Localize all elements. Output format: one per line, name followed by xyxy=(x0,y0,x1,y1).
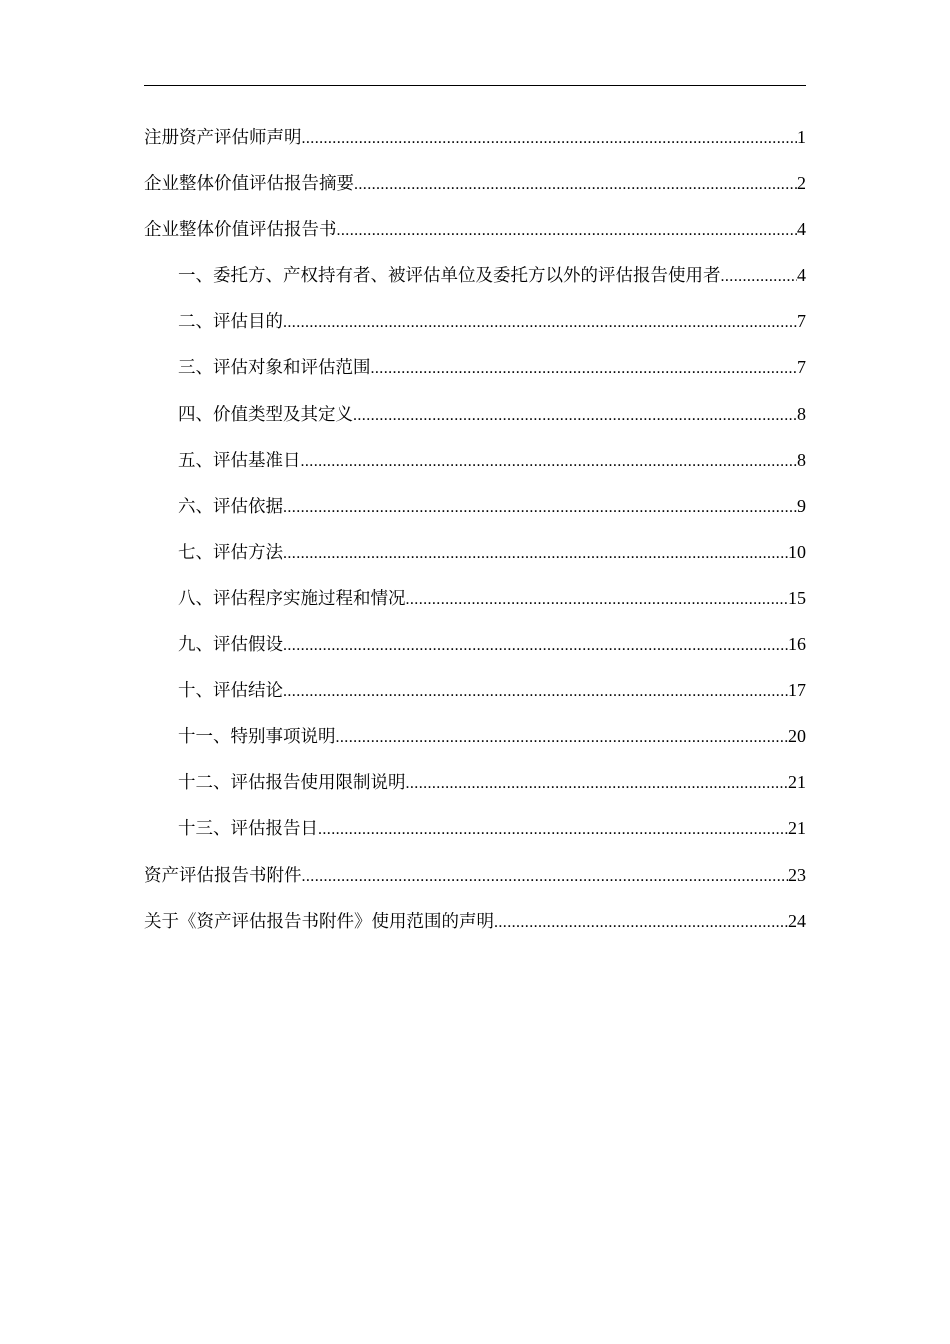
toc-entry-page: 9 xyxy=(797,495,806,516)
toc-entry-section-6[interactable] xyxy=(144,483,806,529)
toc-entry-page: 21 xyxy=(788,818,806,839)
toc-dot-leader xyxy=(318,807,788,851)
toc-dot-leader xyxy=(283,669,788,713)
toc-entry-title: 七、评估方法 xyxy=(178,542,283,563)
toc-dot-leader xyxy=(406,761,789,805)
toc-entry-title: 注册资产评估师声明 xyxy=(144,128,302,148)
toc-entry-title: 六、评估依据 xyxy=(178,496,283,517)
toc-entry-section-5[interactable] xyxy=(144,437,806,483)
toc-dot-leader xyxy=(371,346,798,390)
toc-dot-leader xyxy=(283,623,788,667)
toc-entry-page: 1 xyxy=(797,127,806,147)
toc-entry-title: 二、评估目的 xyxy=(178,312,283,333)
toc-entry-page: 7 xyxy=(797,357,806,378)
toc-entry-title: 资产评估报告书附件 xyxy=(144,865,302,886)
toc-entry-section-2[interactable] xyxy=(144,298,806,344)
toc-entry-page: 4 xyxy=(797,265,806,286)
toc-entry-page: 21 xyxy=(788,772,806,793)
toc-dot-leader xyxy=(302,116,798,160)
toc-dot-leader xyxy=(354,162,797,206)
toc-entry-statement[interactable] xyxy=(144,114,806,160)
toc-entry-page: 10 xyxy=(788,541,806,562)
toc-entry-summary[interactable] xyxy=(144,160,806,206)
toc-entry-section-1[interactable] xyxy=(144,252,806,298)
toc-entry-title: 五、评估基准日 xyxy=(178,450,301,471)
toc-entry-page: 8 xyxy=(797,449,806,470)
toc-entry-title: 十二、评估报告使用限制说明 xyxy=(178,773,406,794)
toc-entry-section-11[interactable] xyxy=(144,713,806,759)
toc-dot-leader xyxy=(302,854,789,898)
toc-entry-title: 三、评估对象和评估范围 xyxy=(178,358,371,379)
header-rule xyxy=(144,85,806,86)
toc-entry-page: 16 xyxy=(788,634,806,655)
toc-entry-page: 17 xyxy=(788,680,806,701)
toc-entry-title: 十一、特别事项说明 xyxy=(178,727,336,748)
toc-entry-section-13[interactable] xyxy=(144,805,806,851)
toc-dot-leader xyxy=(406,577,789,621)
toc-entry-title: 九、评估假设 xyxy=(178,635,283,656)
toc-entry-title: 企业整体价值评估报告摘要 xyxy=(144,174,354,195)
toc-entry-title: 十、评估结论 xyxy=(178,681,283,702)
toc-entry-title: 八、评估程序实施过程和情况 xyxy=(178,588,406,609)
toc-entry-section-3[interactable] xyxy=(144,344,806,390)
toc-entry-section-9[interactable] xyxy=(144,621,806,667)
toc-entry-page: 24 xyxy=(788,910,806,931)
toc-entry-page: 20 xyxy=(788,726,806,747)
toc-entry-section-8[interactable] xyxy=(144,575,806,621)
toc-entry-report[interactable] xyxy=(144,206,806,252)
toc-entry-section-7[interactable] xyxy=(144,529,806,575)
toc-entry-title: 企业整体价值评估报告书 xyxy=(144,220,337,241)
toc-entry-page: 8 xyxy=(797,403,806,424)
toc-dot-leader xyxy=(283,300,797,344)
toc-dot-leader xyxy=(721,254,798,298)
toc-entry-title: 关于《资产评估报告书附件》使用范围的声明 xyxy=(144,911,494,932)
toc-entry-attachments-scope[interactable] xyxy=(144,898,806,944)
toc-entry-page: 7 xyxy=(797,311,806,332)
toc-dot-leader xyxy=(353,393,797,437)
toc-dot-leader xyxy=(336,715,789,759)
toc-entry-section-4[interactable] xyxy=(144,391,806,437)
toc-entry-page: 4 xyxy=(797,219,806,240)
toc-entry-page: 2 xyxy=(797,173,806,194)
toc-dot-leader xyxy=(283,485,797,529)
toc-entry-title: 四、价值类型及其定义 xyxy=(178,404,353,425)
toc-dot-leader xyxy=(301,439,798,483)
toc-entry-title: 一、委托方、产权持有者、被评估单位及委托方以外的评估报告使用者 xyxy=(178,266,721,287)
toc-entry-title: 十三、评估报告日 xyxy=(178,819,318,840)
toc-entry-section-12[interactable] xyxy=(144,759,806,805)
toc-entry-page: 23 xyxy=(788,864,806,885)
toc-entry-section-10[interactable] xyxy=(144,667,806,713)
toc-entry-attachments[interactable] xyxy=(144,852,806,898)
toc-dot-leader xyxy=(494,900,788,944)
table-of-contents xyxy=(144,114,806,944)
toc-dot-leader xyxy=(337,208,798,252)
toc-entry-page: 15 xyxy=(788,587,806,608)
toc-dot-leader xyxy=(283,531,788,575)
